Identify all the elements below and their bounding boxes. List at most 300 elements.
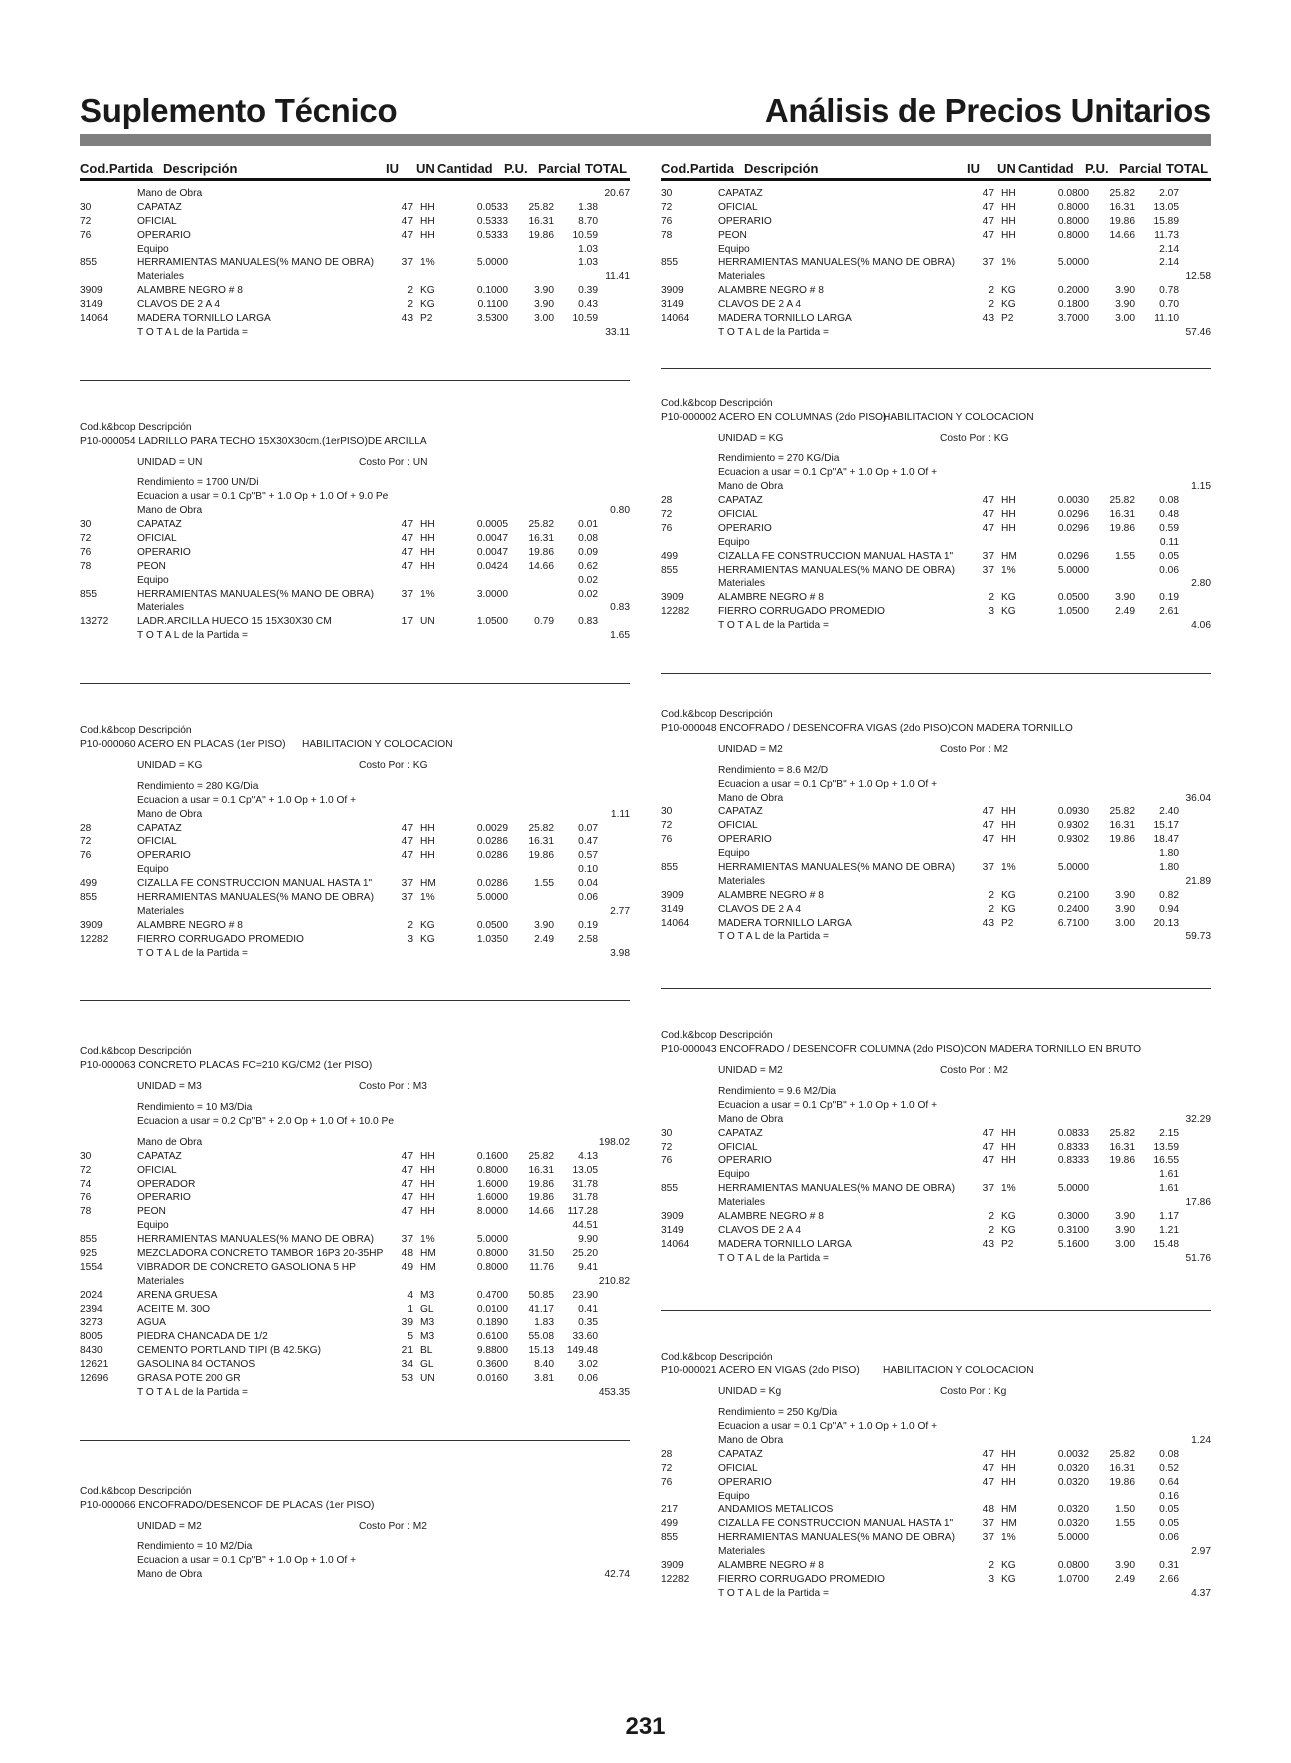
row-code: 3149	[661, 299, 684, 311]
row-quantity: 0.9302	[1057, 834, 1089, 846]
row-code: 76	[80, 1192, 92, 1204]
ecuacion-line	[661, 1099, 1211, 1113]
costo-por-label: Costo Por : UN	[359, 456, 428, 468]
table-row	[80, 1150, 630, 1164]
row-quantity: 0.1600	[476, 1150, 508, 1162]
row-partial: 0.05	[1159, 550, 1179, 562]
row-unit-price: 3.90	[1115, 299, 1135, 311]
row-unit-price: 19.86	[1109, 1476, 1135, 1488]
row-code: 72	[80, 533, 92, 545]
row-unit: HH	[1001, 201, 1016, 213]
table-row	[661, 1517, 1211, 1531]
row-code: 3149	[661, 1224, 684, 1236]
rendimiento-label: Rendimiento = 10 M2/Dia	[137, 1541, 253, 1553]
row-iu: 47	[401, 836, 413, 848]
row-description: ALAMBRE NEGRO # 8	[718, 1560, 824, 1572]
table-row	[80, 1205, 630, 1219]
spacer	[80, 773, 630, 780]
rendimiento-line	[80, 476, 630, 490]
row-unit: KG	[1001, 285, 1016, 297]
row-unit-price: 3.90	[1115, 1210, 1135, 1222]
table-row	[80, 270, 630, 284]
table-row	[661, 312, 1211, 326]
row-iu: 2	[988, 889, 994, 901]
row-code: 72	[661, 1141, 673, 1153]
row-total: 453.35	[598, 1386, 630, 1398]
row-unit: P2	[1001, 1238, 1014, 1250]
row-unit: M3	[420, 1331, 435, 1343]
ecuacion-label: Ecuacion a usar = 0.1 Cp"B" + 1.0 Op + 1.0 Of +	[137, 1555, 357, 1567]
row-total: 4.37	[1191, 1587, 1211, 1599]
table-row	[80, 835, 630, 849]
row-iu: 2	[407, 919, 413, 931]
spacer	[80, 381, 630, 421]
row-iu: 37	[401, 891, 413, 903]
row-iu: 47	[982, 509, 994, 521]
row-code: 76	[80, 850, 92, 862]
table-row	[80, 822, 630, 836]
row-quantity: 0.0800	[1057, 1560, 1089, 1572]
row-description: T O T A L de la Partida =	[137, 1386, 248, 1398]
row-total: 2.77	[610, 905, 630, 917]
row-partial: 15.17	[1153, 820, 1179, 832]
right-body	[661, 187, 1211, 1601]
row-quantity: 5.0000	[1057, 564, 1089, 576]
table-row	[80, 919, 630, 933]
rendimiento-label: Rendimiento = 9.6 M2/Dia	[718, 1085, 837, 1097]
row-code: 3909	[661, 592, 684, 604]
spacer	[661, 1399, 1211, 1406]
row-code: 30	[80, 1150, 92, 1162]
row-quantity: 3.5300	[476, 313, 508, 325]
row-unit: M3	[420, 1289, 435, 1301]
row-unit: KG	[1001, 1224, 1016, 1236]
row-unit: HM	[1001, 1518, 1017, 1530]
row-iu: 2	[988, 592, 994, 604]
row-code: 76	[661, 215, 673, 227]
rendimiento-label: Rendimiento = 8.6 M2/D	[718, 764, 829, 776]
table-row	[80, 629, 630, 643]
row-unit: KG	[1001, 592, 1016, 604]
habilitacion-label: HABILITACION Y COLOCACION	[883, 1365, 1034, 1377]
row-total: 36.04	[1185, 792, 1211, 804]
table-row	[661, 326, 1211, 340]
row-quantity: 0.0320	[1057, 1518, 1089, 1530]
row-iu: 49	[401, 1261, 413, 1273]
table-row	[661, 1224, 1211, 1238]
table-row	[80, 215, 630, 229]
col-pu-header: P.U.	[1085, 161, 1109, 176]
row-partial: 0.41	[578, 1303, 598, 1315]
row-description: OPERADOR	[137, 1178, 196, 1190]
row-unit-price: 25.82	[1109, 188, 1135, 199]
row-quantity: 1.6000	[476, 1178, 508, 1190]
row-description: OPERARIO	[718, 522, 772, 534]
row-description: OPERARIO	[718, 1155, 772, 1167]
table-row	[80, 905, 630, 919]
row-quantity: 5.0000	[476, 891, 508, 903]
row-partial: 13.05	[572, 1164, 598, 1176]
row-iu: 48	[401, 1247, 413, 1259]
row-code: 855	[80, 1234, 97, 1246]
spacer	[661, 340, 1211, 368]
row-description: OPERARIO	[137, 546, 191, 558]
ecuacion-line	[80, 490, 630, 504]
row-quantity: 0.2100	[1057, 889, 1089, 901]
ecuacion-label: Ecuacion a usar = 0.1 Cp"B" + 1.0 Op + 1.0 Of + 9.0 Pe	[137, 491, 389, 503]
row-quantity: 0.1100	[477, 299, 508, 311]
row-iu: 47	[401, 1150, 413, 1162]
row-quantity: 0.1000	[476, 285, 508, 297]
row-code: 855	[80, 588, 97, 600]
row-partial: 0.83	[578, 616, 598, 628]
row-description: Equipo	[718, 848, 750, 860]
table-row	[661, 1448, 1211, 1462]
row-code: 855	[80, 891, 97, 903]
row-description: MADERA TORNILLO LARGA	[718, 1238, 852, 1250]
table-row	[661, 1182, 1211, 1196]
row-unit-price: 2.49	[1115, 1573, 1135, 1585]
row-iu: 37	[982, 257, 994, 269]
row-partial: 25.20	[572, 1247, 598, 1259]
row-description: Mano de Obra	[137, 1136, 203, 1148]
row-iu: 37	[982, 1183, 994, 1195]
spacer	[661, 425, 1211, 432]
row-partial: 0.47	[578, 836, 598, 848]
row-code: 72	[661, 1462, 673, 1474]
table-row	[80, 256, 630, 270]
block-title	[661, 722, 1211, 736]
rendimiento-line	[80, 1101, 630, 1115]
row-iu: 47	[401, 1192, 413, 1204]
table-row	[661, 591, 1211, 605]
row-code: 78	[80, 1206, 92, 1218]
unidad-label: UNIDAD = KG	[718, 432, 784, 444]
table-row	[80, 933, 630, 947]
row-unit: 1%	[1001, 1183, 1016, 1195]
table-row	[80, 574, 630, 588]
table-row	[661, 215, 1211, 229]
row-partial: 0.52	[1159, 1462, 1179, 1474]
row-description: OFICIAL	[137, 1164, 177, 1176]
row-iu: 2	[988, 1210, 994, 1222]
row-quantity: 0.0296	[1057, 509, 1089, 521]
row-partial: 13.05	[1153, 201, 1179, 213]
row-total: 1.15	[1191, 481, 1211, 493]
costo-por-label: Costo Por : M3	[359, 1081, 427, 1093]
row-description: HERRAMIENTAS MANUALES(% MANO DE OBRA)	[718, 1532, 955, 1544]
row-quantity: 0.8333	[1057, 1155, 1089, 1167]
row-unit: HH	[420, 1206, 435, 1218]
row-code: 1554	[80, 1261, 103, 1273]
row-quantity: 0.6100	[476, 1331, 508, 1343]
row-partial: 0.06	[1159, 564, 1179, 576]
row-description: Materiales	[718, 271, 765, 283]
table-row	[661, 847, 1211, 861]
row-code: 3909	[661, 285, 684, 297]
table-row	[80, 601, 630, 615]
row-description: MADERA TORNILLO LARGA	[718, 917, 852, 929]
code-description-label: Cod.k&bcop Descripción	[80, 1485, 192, 1497]
row-unit-price: 25.82	[528, 519, 554, 531]
row-description: CEMENTO PORTLAND TIPI (B 42.5KG)	[137, 1345, 321, 1357]
block-title	[80, 1499, 630, 1513]
row-unit-price: 16.31	[528, 533, 554, 545]
row-quantity: 1.0500	[1057, 606, 1089, 618]
table-row	[80, 546, 630, 560]
unidad-label: UNIDAD = KG	[137, 759, 203, 771]
unidad-line	[80, 1520, 630, 1534]
row-total: 42.74	[604, 1569, 630, 1581]
row-unit: GL	[420, 1303, 434, 1315]
block-code-header	[661, 708, 1211, 722]
row-partial: 1.61	[1159, 1169, 1179, 1181]
row-unit-price: 11.76	[529, 1261, 554, 1273]
table-row	[80, 312, 630, 326]
block-code-header	[80, 1045, 630, 1059]
unidad-label: UNIDAD = M2	[718, 1065, 783, 1077]
row-unit: HM	[420, 1261, 436, 1273]
row-unit: HH	[1001, 188, 1016, 199]
row-iu: 17	[401, 616, 413, 628]
row-description: CIZALLA FE CONSTRUCCION MANUAL HASTA 1"	[718, 1518, 954, 1530]
code-description-label: Cod.k&bcop Descripción	[80, 725, 192, 737]
table-row	[661, 536, 1211, 550]
row-partial: 2.66	[1159, 1573, 1179, 1585]
ecuacion-label: Ecuacion a usar = 0.1 Cp"A" + 1.0 Op + 1.0 Of +	[137, 794, 357, 806]
header-bar	[80, 134, 1211, 146]
row-iu: 47	[982, 229, 994, 241]
row-partial: 0.31	[1159, 1560, 1179, 1572]
partida-title: P10-000048 ENCOFRADO / DESENCOFRA VIGAS (2do PISO)CON MADERA TORNILLO	[661, 722, 1073, 734]
row-iu: 47	[982, 201, 994, 213]
row-total: 2.97	[1191, 1546, 1211, 1558]
row-unit: M3	[420, 1317, 435, 1329]
spacer	[661, 633, 1211, 673]
row-unit-price: 14.66	[528, 560, 554, 572]
row-quantity: 0.9302	[1057, 820, 1089, 832]
row-total: 21.89	[1185, 875, 1211, 887]
table-row	[80, 1330, 630, 1344]
row-iu: 47	[982, 188, 994, 199]
row-unit-price: 3.90	[1115, 285, 1135, 297]
row-unit: HM	[420, 1247, 436, 1259]
ecuacion-line	[661, 1420, 1211, 1434]
row-description: OFICIAL	[718, 509, 758, 521]
partida-title: P10-000002 ACERO EN COLUMNAS (2do PISO)	[661, 411, 887, 423]
row-partial: 117.28	[567, 1206, 598, 1218]
row-code: 12621	[80, 1359, 109, 1371]
row-description: CAPATAZ	[718, 1127, 763, 1139]
row-description: CAPATAZ	[137, 822, 182, 834]
spacer	[661, 1378, 1211, 1385]
row-partial: 9.41	[578, 1261, 598, 1273]
row-code: 28	[80, 822, 92, 834]
row-iu: 2	[407, 285, 413, 297]
row-unit: HH	[1001, 229, 1016, 241]
row-total: 11.41	[605, 271, 630, 283]
row-code: 14064	[80, 313, 109, 325]
row-description: CLAVOS DE 2 A 4	[137, 299, 221, 311]
row-description: HERRAMIENTAS MANUALES(% MANO DE OBRA)	[718, 1183, 955, 1195]
table-row	[661, 1196, 1211, 1210]
row-unit: KG	[420, 919, 435, 931]
row-partial: 31.78	[572, 1178, 598, 1190]
row-description: Mano de Obra	[718, 481, 784, 493]
row-partial: 33.60	[572, 1331, 598, 1343]
row-unit-price: 41.17	[528, 1303, 554, 1315]
table-row	[80, 1568, 630, 1582]
row-partial: 0.08	[1159, 495, 1179, 507]
row-unit: HH	[420, 850, 435, 862]
row-unit-price: 16.31	[528, 215, 554, 227]
row-description: Equipo	[137, 1220, 169, 1232]
row-code: 72	[80, 215, 92, 227]
row-iu: 37	[982, 550, 994, 562]
row-iu: 47	[982, 834, 994, 846]
row-partial: 13.59	[1153, 1141, 1179, 1153]
table-row	[661, 1573, 1211, 1587]
row-unit: KG	[420, 299, 435, 311]
row-quantity: 0.1890	[476, 1317, 508, 1329]
row-unit-price: 19.86	[528, 1178, 554, 1190]
table-row	[661, 805, 1211, 819]
row-unit: HM	[1001, 1504, 1017, 1516]
row-unit: HH	[1001, 1448, 1016, 1460]
row-description: Mano de Obra	[718, 792, 784, 804]
row-description: Materiales	[718, 1546, 765, 1558]
row-total: 59.73	[1185, 931, 1211, 943]
row-unit: KG	[1001, 903, 1016, 915]
row-partial: 2.58	[578, 933, 598, 945]
row-code: 30	[80, 519, 92, 531]
row-iu: 48	[982, 1504, 994, 1516]
row-code: 12282	[661, 606, 690, 618]
row-quantity: 0.0320	[1057, 1462, 1089, 1474]
row-quantity: 3.7000	[1057, 313, 1089, 325]
column-header	[661, 158, 1211, 178]
row-unit-price: 16.31	[528, 836, 554, 848]
row-unit-price: 3.81	[534, 1373, 554, 1384]
row-unit: 1%	[1001, 1532, 1016, 1544]
row-quantity: 0.0005	[476, 519, 508, 531]
row-quantity: 0.0320	[1057, 1504, 1089, 1516]
table-row	[661, 522, 1211, 536]
row-description: OPERARIO	[718, 215, 772, 227]
table-row	[661, 889, 1211, 903]
row-unit-price: 19.86	[1109, 834, 1135, 846]
row-quantity: 0.3000	[1057, 1210, 1089, 1222]
row-description: PEON	[718, 229, 747, 241]
row-partial: 0.09	[578, 546, 598, 558]
row-unit-price: 25.82	[1109, 1448, 1135, 1460]
table-row	[80, 1261, 630, 1275]
row-code: 78	[661, 229, 673, 241]
row-quantity: 0.5333	[476, 229, 508, 241]
table-row	[661, 284, 1211, 298]
table-row	[661, 298, 1211, 312]
unidad-line	[661, 743, 1211, 757]
row-quantity: 0.0424	[476, 560, 508, 572]
row-unit-price: 3.90	[1115, 592, 1135, 604]
row-unit-price: 19.86	[1109, 1155, 1135, 1167]
row-unit: HH	[1001, 495, 1016, 507]
row-code: 925	[80, 1247, 97, 1259]
row-unit: HH	[420, 1192, 435, 1204]
row-description: ALAMBRE NEGRO # 8	[718, 285, 824, 297]
spacer	[80, 469, 630, 476]
table-row	[661, 201, 1211, 215]
col-par-header: Parcial	[538, 161, 581, 176]
row-partial: 0.08	[578, 533, 598, 545]
row-iu: 4	[407, 1289, 413, 1301]
row-code: 3909	[661, 889, 684, 901]
ecuacion-label: Ecuacion a usar = 0.1 Cp"A" + 1.0 Op + 1.0 Of +	[718, 467, 938, 479]
row-unit: KG	[420, 933, 435, 945]
row-quantity: 0.0030	[1057, 495, 1089, 507]
table-row	[80, 891, 630, 905]
partida-title: P10-000066 ENCOFRADO/DESENCOF DE PLACAS (1er PISO)	[80, 1499, 375, 1511]
row-partial: 0.39	[578, 285, 598, 297]
row-code: 855	[661, 1532, 678, 1544]
row-description: CAPATAZ	[137, 201, 182, 213]
unidad-line	[661, 1064, 1211, 1078]
row-description: ALAMBRE NEGRO # 8	[718, 1210, 824, 1222]
row-unit-price: 3.00	[534, 313, 554, 325]
row-unit-price: 3.90	[1115, 903, 1135, 915]
row-iu: 37	[401, 257, 413, 269]
row-unit: UN	[420, 616, 435, 628]
row-iu: 2	[988, 1560, 994, 1572]
col-cant-header: Cantidad	[1018, 161, 1074, 176]
row-quantity: 0.0032	[1057, 1448, 1089, 1460]
table-row	[661, 605, 1211, 619]
table-row	[80, 877, 630, 891]
row-total: 2.80	[1191, 578, 1211, 590]
row-partial: 0.08	[1159, 1448, 1179, 1460]
row-description: OFICIAL	[718, 1141, 758, 1153]
row-unit: HH	[420, 201, 435, 213]
row-description: CAPATAZ	[718, 806, 763, 818]
row-iu: 43	[401, 313, 413, 325]
block-title	[661, 411, 1211, 425]
row-unit: HH	[420, 1164, 435, 1176]
row-partial: 0.59	[1159, 522, 1179, 534]
row-quantity: 0.3100	[1057, 1224, 1089, 1236]
row-partial: 9.90	[578, 1234, 598, 1246]
row-quantity: 0.0800	[1057, 188, 1089, 199]
row-quantity: 0.8000	[476, 1164, 508, 1176]
row-unit: KG	[1001, 606, 1016, 618]
left-body	[80, 187, 630, 1582]
row-unit: HM	[1001, 550, 1017, 562]
spacer	[80, 752, 630, 759]
rendimiento-label: Rendimiento = 250 Kg/Dia	[718, 1407, 838, 1419]
code-description-label: Cod.k&bcop Descripción	[80, 1046, 192, 1058]
col-un-header: UN	[997, 161, 1016, 176]
row-total: 1.11	[610, 808, 630, 820]
table-row	[661, 792, 1211, 806]
row-unit-price: 16.31	[1109, 201, 1135, 213]
row-code: 28	[661, 495, 673, 507]
row-code: 14064	[661, 917, 690, 929]
row-partial: 15.89	[1153, 215, 1179, 227]
col-un-header: UN	[416, 161, 435, 176]
row-unit-price: 1.55	[1115, 1518, 1135, 1530]
row-partial: 0.05	[1159, 1504, 1179, 1516]
row-description: CIZALLA FE CONSTRUCCION MANUAL HASTA 1"	[718, 550, 954, 562]
col-cant-header: Cantidad	[437, 161, 493, 176]
